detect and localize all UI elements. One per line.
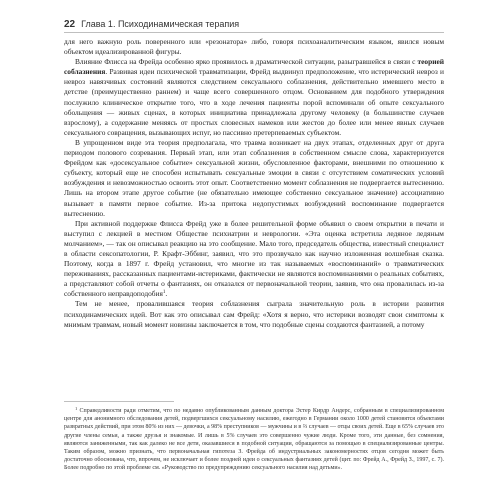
footnote-text: Справедливости ради отметим, что по недавно опубликованным данным доктора Эстер Кирдр Андерс, собранным в специализированном центре для анонимного обследования детей, подвергшихся сексуальному насилию, ежегодно в Германии около 1000 детей становятся объектами развратных действий, при этом 80% из них — девочки, а 98% преступников — мужчины и в ⅔ случаев — отцы своих детей. Еще в 65% случаев это другие члены семьи, а также друзья и знакомые. И лишь в 5% случаев это совершенно чужие люди. Кроме того, эти данные, без сомнения, являются заниженными, так как далеко не все дети, оказавшиеся в подобной ситуации, обращаются за помощью в специализированные центры. Таким образом, можно признать, что первоначальная гипотеза З. Фрейда об индустриальных закономерностях отцов сегодня может быть достаточно обоснована, что, впрочем, не исключает и более поздней идеи о сексуальных фантазиях детей (цит. по: Фрейд А., Фрейд З., 1997, с. 7). Более подробно по этой проблеме см. «Руководство по предупреждению сексуального насилия над детьми». — [64, 408, 444, 472]
paragraph-2-text-b: . Развивая идеи психической травматизации, Фрейд выдвинул предположение, что истерический невроз и невроз навязчивых состояний являются следствием сексуального соблазнения, действительно имевшего место в детстве (преимущественно раннем) и чаще всего совершенного отцом. Основанием для подобного утверждения послужило клиническое открытие того, что в ходе лечения пациенты порой вспоминали об опыте сексуального обольщения — живых сценах, в которых инициатива принадлежала другому человеку (в большинстве случаев взрослому), а содержание меняясь от простых словесных намеков или жестов до более или менее явных случаев сексуального совращения, вызывающих испуг, но пассивно претерпеваемых субъектом. — [64, 67, 444, 137]
paragraph-2-text-a: Влияние Флисса на Фрейда особенно ярко проявилось в драматической ситуации, разыгравшейся в связи с — [75, 57, 418, 67]
footnote — [64, 405, 444, 473]
chapter-title: Глава 1. Психодинамическая терапия — [81, 19, 240, 29]
footnote-rule — [64, 401, 174, 402]
body-text — [64, 37, 444, 330]
header-rule — [64, 32, 444, 33]
paragraph-5: Тем не менее, провалившаяся теория соблазнения сыграла значительную роль в истории развития психодинамических идей. Вот как это описывал сам Фрейд: «Хотя я верно, что истерики возводят свои симптомы к мнимым травмам, новый момент новизны заключается в том, что подобные сцены создаются фантазией, а потому — [64, 299, 444, 329]
paragraph-4-end: . — [165, 289, 168, 299]
paragraph-3: В упрощенном виде эта теория предполагала, что травма возникает на двух этапах, отделенных друг от друга периодом полового созревания. Первый этап, или этап соблазнения в собственном смысле слова, характеризуется Фрейдом как «досексуальное событие» сексуальной жизни, обусловленное факторами, внешними по отношению к субъекту, который еще не способен испытывать сексуальные эмоции в связи с отсутствием соматических условий возбуждения и невозможностью освоить этот опыт. Соответственно момент соблазнения не подвергается вытеснению. Лишь на втором этапе другое событие (не обязательно имеющее собственно сексуальное значение) ассоциативно вызывает в памяти первое событие. Из-за притока недопустимых возбуждений воспоминание подвергается вытеснению. — [64, 137, 444, 218]
footnote-marker: 1 — [75, 406, 78, 411]
paragraph-1: для него важную роль поверенного или «резонатора» либо, говоря психоаналитическим языком, явился новым объектом идеализированной фигуры. — [64, 37, 444, 57]
footnote-reference[interactable]: 1 — [162, 290, 166, 296]
paragraph-4 — [64, 219, 444, 300]
paragraph-4-text: При активной поддержке Флисса Фрейд уже в более решительной форме объявил о своем открытии в печати и выступил с лекцией в местном Обществе психиатрии и неврологии. «Эта оценка встретила ледяное ледяным молчанием», — так он описывал реакцию на это сообщение. Мало того, председатель общества, известный специалист в области сексопатологии, Р. Крафт-Эббинг, заявил, что это прозвучало как научно изложенная волшебная сказка. Поэтому, когда в 1897 г. Фрейд установил, что многие из так называемых «воспоминаний» о травматических переживаниях, рассказанных пациентами-истериками, фактически не являются воспоминаниями о реальных событиях, а представляют собой отчеты о фантазиях, он отказался от первоначальной теории, заявив, что она провалилась из-за собственного неправдоподобия — [64, 218, 444, 299]
bold-term: теорией соблазнения — [64, 57, 444, 77]
page-number: 22 — [64, 18, 76, 30]
running-header — [64, 17, 444, 31]
paragraph-2 — [64, 57, 444, 138]
